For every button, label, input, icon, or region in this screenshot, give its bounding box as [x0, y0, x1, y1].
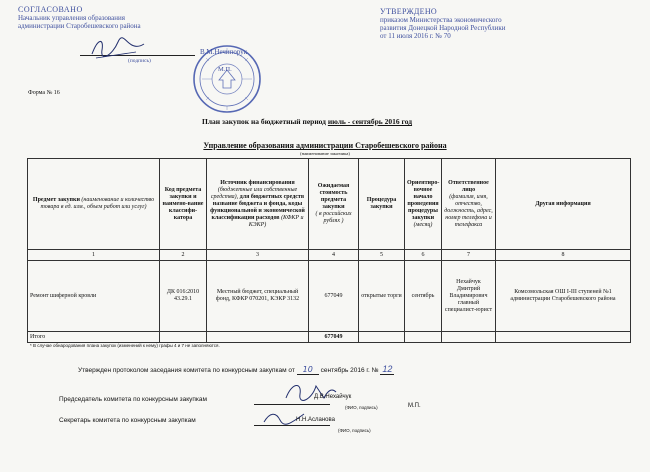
table-number-row [28, 250, 631, 261]
cell-code: ДК 016:2010 43.29.1 [160, 261, 207, 332]
approved-text: Утвержден протоколом заседания комитета по конкурсным закупкам от [78, 367, 295, 374]
plan-title-prefix: План закупок на бюджетный период [202, 117, 326, 126]
approval-right-heading: УТВЕРЖДЕНО [380, 7, 438, 16]
approval-left-signer: В.М.Нечипорук [200, 48, 248, 56]
approval-left-line1: Начальник управления образования [18, 14, 125, 22]
cell-procedure: открытые торги [359, 261, 405, 332]
header-other-info: Другая информация [496, 159, 631, 250]
approved-day: 10 [297, 365, 319, 375]
approval-right-line3: от 11 июля 2016 г. № 70 [380, 32, 451, 40]
chair-name: Д.В.Нехайчук [314, 394, 352, 400]
secretary-label: Секретарь комитета по конкурсным закупкам [59, 417, 196, 424]
table-header-row [28, 159, 631, 250]
chair-signature-line [254, 404, 330, 405]
header-code: Код предмета закупки и наимено-вание классифи-катора [160, 159, 207, 250]
column-number: 4 [309, 250, 359, 261]
column-number: 3 [207, 250, 309, 261]
cell-month: сентябрь [405, 261, 442, 332]
organization-name: Управление образования администрации Старобешевского района [203, 141, 447, 150]
total-label: Итого [28, 332, 160, 343]
cell-other: Комсомольская ОШ I-III ступеней №1 администрации Старобешевского района [496, 261, 631, 332]
approved-month-year: сентябрь 2016 г. № [320, 367, 379, 374]
chair-signature-icon [284, 380, 338, 404]
header-start-month: Ориентиро-вочное начало проведения процедуры закупки (месяц) [405, 159, 442, 250]
plan-period: июль - сентябрь 2016 год [327, 117, 413, 126]
footnote: * В случае обнародования плана закупок (изменений к нему) графы 4 и 7 не заполняются. [30, 343, 220, 348]
header-source: Источник финансирования (бюджетные или собственные средства), для бюджетных средств название бюджета и фонда, коды функциональной и экономической классификации расходов (КФКР и КЭКР) [207, 159, 309, 250]
header-subject: Предмет закупки (наименование и количество товара в ед. изм., объем работ или услуг) [28, 159, 160, 250]
chair-label: Председатель комитета по конкурсным закупкам [59, 396, 207, 403]
official-seal-icon [192, 44, 262, 114]
form-number: Форма № 16 [28, 90, 60, 96]
table-total-row [28, 332, 631, 343]
table-row [28, 261, 631, 332]
approval-left-line2: администрации Старобешевского района [18, 22, 141, 30]
chair-caption: (ФИО, подпись) [345, 405, 378, 410]
plan-title [202, 117, 412, 126]
approval-left-sign-caption: (подпись) [128, 58, 151, 64]
column-number: 2 [160, 250, 207, 261]
column-number: 6 [405, 250, 442, 261]
approval-left-block [18, 6, 141, 30]
approval-right-line2: развития Донецкой Народной Республики [380, 24, 506, 32]
organization-caption: (наименование заказчика) [300, 151, 350, 156]
total-value: 677049 [309, 332, 359, 343]
header-procedure: Процедура закупки [359, 159, 405, 250]
secretary-name: Н.Н.Асланова [296, 417, 335, 423]
procurement-plan-table [27, 158, 631, 343]
cell-responsible: Нехайчук Дмитрий Владимирович главный специалист-юрист [442, 261, 496, 332]
header-responsible: Ответственное лицо (фамилия, имя, отчество, должность, адрес, номер телефона и телефакса [442, 159, 496, 250]
cell-subject: Ремонт шиферной кровли [28, 261, 160, 332]
column-number: 8 [496, 250, 631, 261]
approval-left-heading: СОГЛАСОВАНО [18, 5, 83, 14]
column-number: 5 [359, 250, 405, 261]
column-number: 1 [28, 250, 160, 261]
header-cost: Ожидаемая стоимость предмета закупки ( в российских рублях ) [309, 159, 359, 250]
stamp-mp: М.П. [218, 66, 232, 73]
cell-cost: 677049 [309, 261, 359, 332]
approved-number: 12 [382, 364, 393, 374]
approval-right-block [380, 8, 506, 40]
approved-protocol-line [78, 364, 394, 374]
approval-right-line1: приказом Министерства экономического [380, 16, 502, 24]
cell-source: Местный бюджет, специальный фонд, КФКР 070201, КЭКР 3132 [207, 261, 309, 332]
chair-mp: М.П. [408, 403, 421, 409]
secretary-caption: (ФИО, подпись) [338, 428, 371, 433]
column-number: 7 [442, 250, 496, 261]
